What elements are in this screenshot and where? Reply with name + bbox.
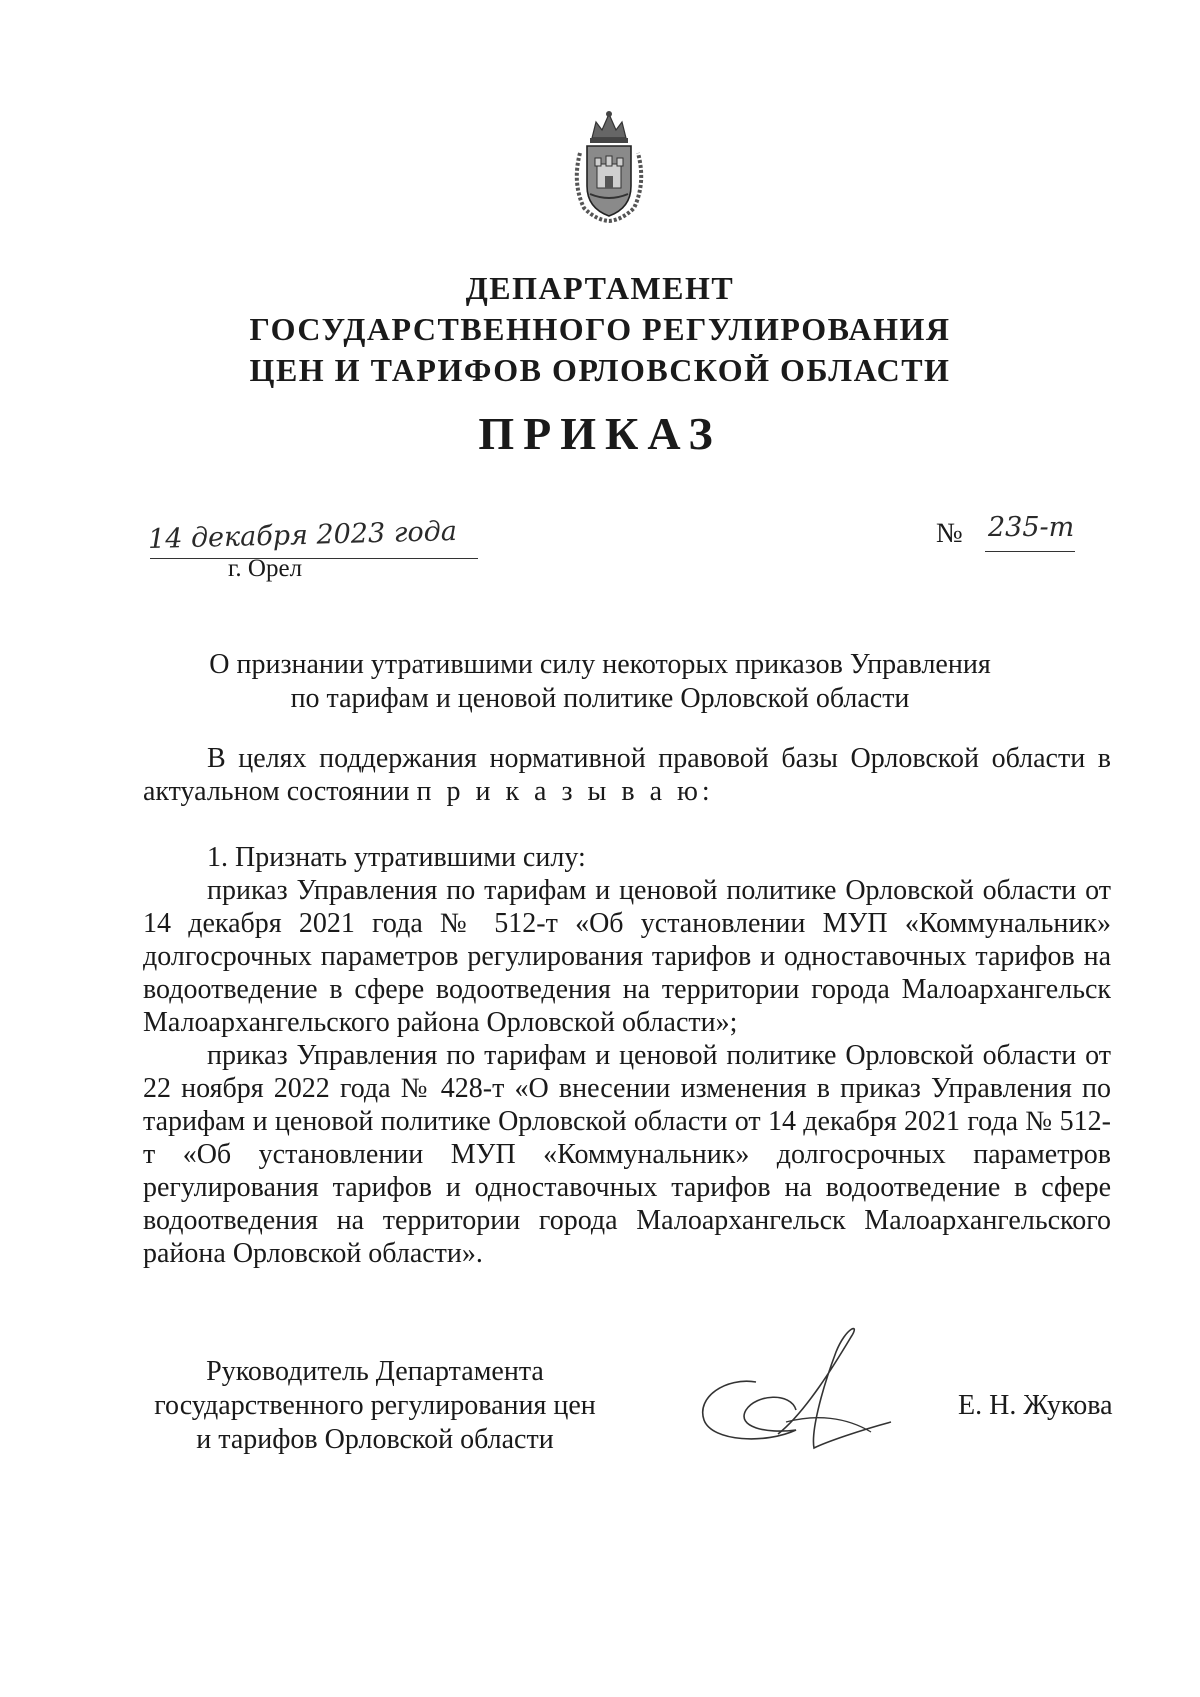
item-1-paragraph-1: приказ Управления по тарифам и ценовой политике Орловской области от 14 декабря 2021 года № 512-т «Об установлении МУП «Коммунальник» долгосрочных параметров регулирования тарифов и одноставочных тарифов на водоотведение в сфере водоотведения на территории города Малоархангельск Малоархангельского района Орловской области»; <box>143 875 1111 1038</box>
organization-line-2: ГОСУДАРСТВЕННОГО РЕГУЛИРОВАНИЯ <box>249 311 951 347</box>
handwritten-signature <box>686 1322 916 1462</box>
preamble-verb: п р и к а з ы в а ю: <box>416 776 714 807</box>
item-1-heading: 1. Признать утратившими силу: <box>207 842 586 873</box>
organization-line-1: ДЕПАРТАМЕНТ <box>465 270 735 306</box>
signer-position-line-1: Руководитель Департамента <box>206 1356 544 1387</box>
subject-line-1: О признании утратившими силу некоторых приказов Управления <box>209 649 991 680</box>
handwritten-date: 14 декабря 2023 года <box>147 515 458 556</box>
order-subject <box>0 648 1200 716</box>
handwritten-order-number: 235-т <box>988 512 1075 543</box>
date-underline <box>150 558 478 559</box>
city-label: г. Орел <box>228 555 303 582</box>
order-number-underline <box>985 551 1075 552</box>
preamble-text: В целях поддержания нормативной правовой базы Орловской области в актуальном состоянии <box>143 743 1111 807</box>
item-1-paragraph-2: приказ Управления по тарифам и ценовой политике Орловской области от 22 ноября 2022 года № 428-т «О внесении изменения в приказ Управления по тарифам и ценовой политике Орловской области от 14 декабря 2021 года № 512-т «Об установлении МУП «Коммунальник» долгосрочных параметров регулирования тарифов и одноставочных тарифов на водоотведение в сфере водоотведения на территории города Малоархангельск Малоархангельского района Орловской области». <box>143 1040 1111 1269</box>
organization-line-3: ЦЕН И ТАРИФОВ ОРЛОВСКОЙ ОБЛАСТИ <box>249 352 951 388</box>
document-type-title: ПРИКАЗ <box>478 408 722 459</box>
coat-of-arms-emblem <box>570 108 648 226</box>
organization-name <box>0 268 1200 391</box>
preamble-paragraph <box>143 742 1111 808</box>
subject-line-2: по тарифам и ценовой политике Орловской области <box>290 683 910 714</box>
order-number-label: № <box>936 518 963 549</box>
signer-position <box>140 1355 610 1457</box>
signer-position-line-2: государственного регулирования цен <box>154 1390 596 1421</box>
signer-position-line-3: и тарифов Орловской области <box>196 1424 554 1455</box>
signer-name: Е. Н. Жукова <box>958 1390 1113 1421</box>
order-body <box>143 742 1111 1270</box>
